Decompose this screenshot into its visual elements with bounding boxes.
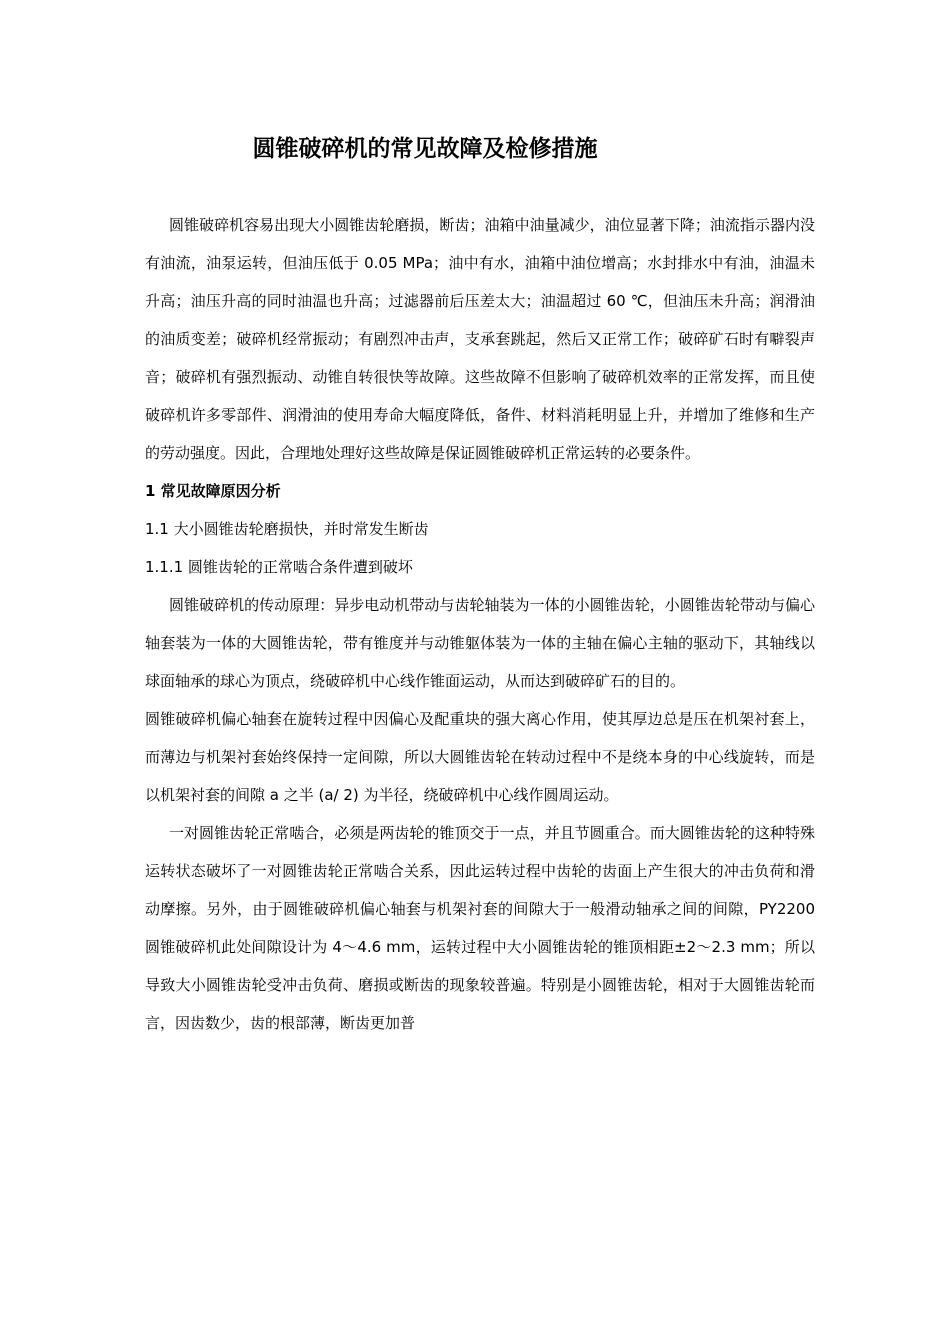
intro-paragraph: 圆锥破碎机容易出现大小圆锥齿轮磨损，断齿；油箱中油量减少，油位显著下降；油流指示器内没有油流，油泵运转，但油压低于 0.05 MPa；油中有水，油箱中油位增高；水封排水中有油，油温未升高；油压升高的同时油温也升高；过滤器前后压差太大；油温超过 60 ℃，但油压未升高；润滑油的油质变差；破碎机经常振动；有剧烈冲击声，支承套跳起，然后又正常工作；破碎矿石时有噼裂声音；破碎机有强烈振动、动锥自转很快等故障。这些故障不但影响了破碎机效率的正常发挥，而且使破碎机许多零部件、润滑油的使用寿命大幅度降低，备件、材料消耗明显上升，并增加了维修和生产的劳动强度。因此，合理地处理好这些故障是保证圆锥破碎机正常运转的必要条件。 — [145, 216, 815, 462]
subsection-heading-1-1: 1.1 大小圆锥齿轮磨损快，并时常发生断齿 — [145, 520, 429, 538]
eccentric-sleeve-paragraph: 圆锥破碎机偏心轴套在旋转过程中因偏心及配重块的强大离心作用，使其厚边总是压在机架衬套上，而薄边与机架衬套始终保持一定间隙，所以大圆锥齿轮在转动过程中不是绕本身的中心线旋转，而是以机架衬套的间隙 a 之半 (a/ 2) 为半径，绕破碎机中心线作圆周运动。 — [145, 710, 815, 804]
document-title: 圆锥破碎机的常见故障及检修措施 — [252, 135, 598, 162]
subsection-heading-1-1-1: 1.1.1 圆锥齿轮的正常啮合条件遭到破坏 — [145, 558, 413, 576]
section-heading-1: 1 常见故障原因分析 — [145, 482, 281, 500]
gear-meshing-paragraph: 一对圆锥齿轮正常啮合，必须是两齿轮的锥顶交于一点，并且节圆重合。而大圆锥齿轮的这种特殊运转状态破坏了一对圆锥齿轮正常啮合关系，因此运转过程中齿轮的齿面上产生很大的冲击负荷和滑动摩擦。另外，由于圆锥破碎机偏心轴套与机架衬套的间隙大于一般滑动轴承之间的间隙，PY2200 圆锥破碎机此处间隙设计为 4～4.6 mm，运转过程中大小圆锥齿轮的锥顶相距±2～2.3 mm；所以导致大小圆锥齿轮受冲击负荷、磨损或断齿的现象较普遍。特别是小圆锥齿轮，相对于大圆锥齿轮而言，因齿数少，齿的根部薄，断齿更加普 — [145, 824, 815, 1032]
transmission-principle-paragraph: 圆锥破碎机的传动原理：异步电动机带动与齿轮轴装为一体的小圆锥齿轮，小圆锥齿轮带动与偏心轴套装为一体的大圆锥齿轮，带有锥度并与动锥躯体装为一体的主轴在偏心主轴的驱动下，其轴线以球面轴承的球心为顶点，绕破碎机中心线作锥面运动，从而达到破碎矿石的目的。 — [145, 596, 815, 690]
document-body — [145, 206, 815, 1042]
